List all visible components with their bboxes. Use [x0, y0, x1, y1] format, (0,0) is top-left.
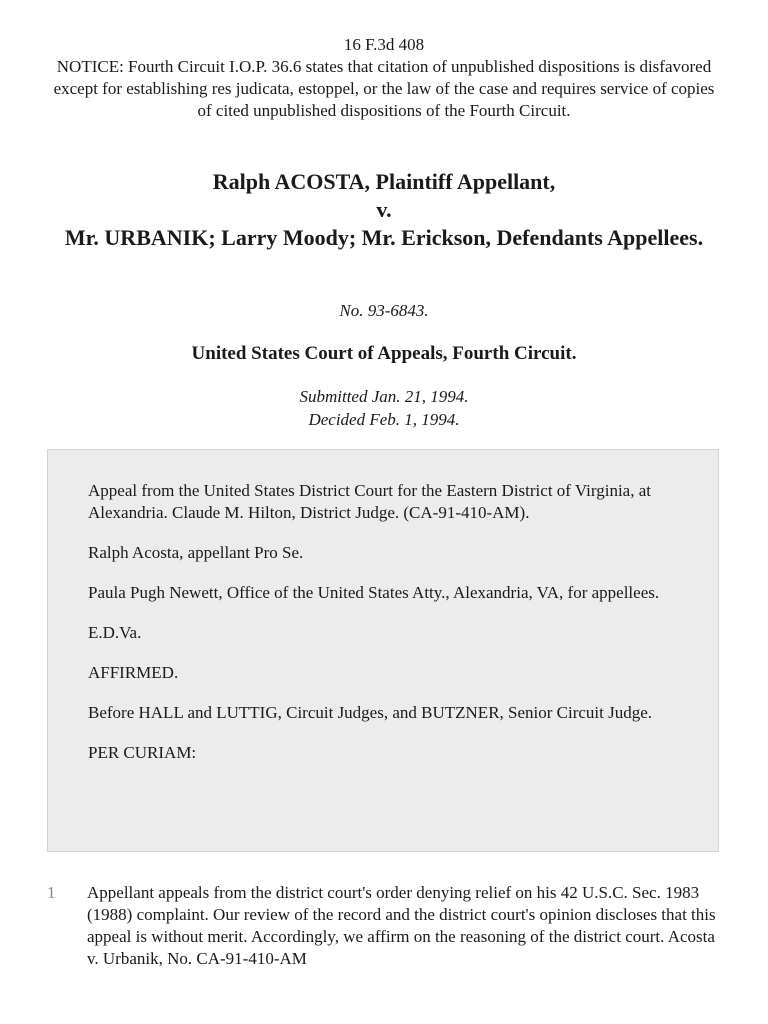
- panel-text: Before HALL and LUTTIG, Circuit Judges, and BUTZNER, Senior Circuit Judge.: [88, 703, 653, 722]
- appellee-counsel-text: Paula Pugh Newett, Office of the United States Atty., Alexandria, VA, for appellees.: [88, 583, 660, 602]
- document-header: [50, 34, 718, 122]
- disposition-text: AFFIRMED.: [88, 663, 179, 682]
- unpublished-notice: NOTICE: Fourth Circuit I.O.P. 36.6 states that citation of unpublished dispositions is disfavored except for establishing res judicata, estoppel, or the law of the case and requires service of copies of cited unpublished dispositions of the Fourth Circuit.: [53, 57, 715, 120]
- case-citation: 16 F.3d 408: [343, 35, 425, 54]
- case-dates: [0, 385, 768, 431]
- district-text: E.D.Va.: [88, 623, 142, 642]
- case-caption: [40, 168, 728, 252]
- defendants-line: Mr. URBANIK; Larry Moody; Mr. Erickson, Defendants Appellees.: [64, 225, 704, 250]
- versus-line: v.: [376, 197, 392, 222]
- appeal-from-text: Appeal from the United States District Court for the Eastern District of Virginia, at Alexandria. Claude M. Hilton, District Judge. (CA-91-410-AM).: [88, 481, 652, 522]
- appellant-counsel-text: Ralph Acosta, appellant Pro Se.: [88, 543, 304, 562]
- case-summary-box: [47, 449, 719, 852]
- plaintiff-line: Ralph ACOSTA, Plaintiff Appellant,: [212, 169, 556, 194]
- docket-number: No. 93-6843.: [339, 301, 429, 320]
- court-name: United States Court of Appeals, Fourth Circuit.: [191, 343, 577, 364]
- paragraph-number: 1: [47, 883, 56, 902]
- paragraph-text: Appellant appeals from the district court's order denying relief on his 42 U.S.C. Sec. 1983 (1988) complaint. Our review of the record and the district court's opinion discloses that this appeal is without merit. Accordingly, we affirm on the reasoning of the district court. Acosta v. Urbanik, No. CA-91-410-AM: [87, 883, 716, 968]
- decided-date: Decided Feb. 1, 1994.: [308, 410, 460, 429]
- author-text: PER CURIAM:: [88, 743, 197, 762]
- submitted-date: Submitted Jan. 21, 1994.: [299, 387, 469, 406]
- case-summary-content: [88, 480, 678, 782]
